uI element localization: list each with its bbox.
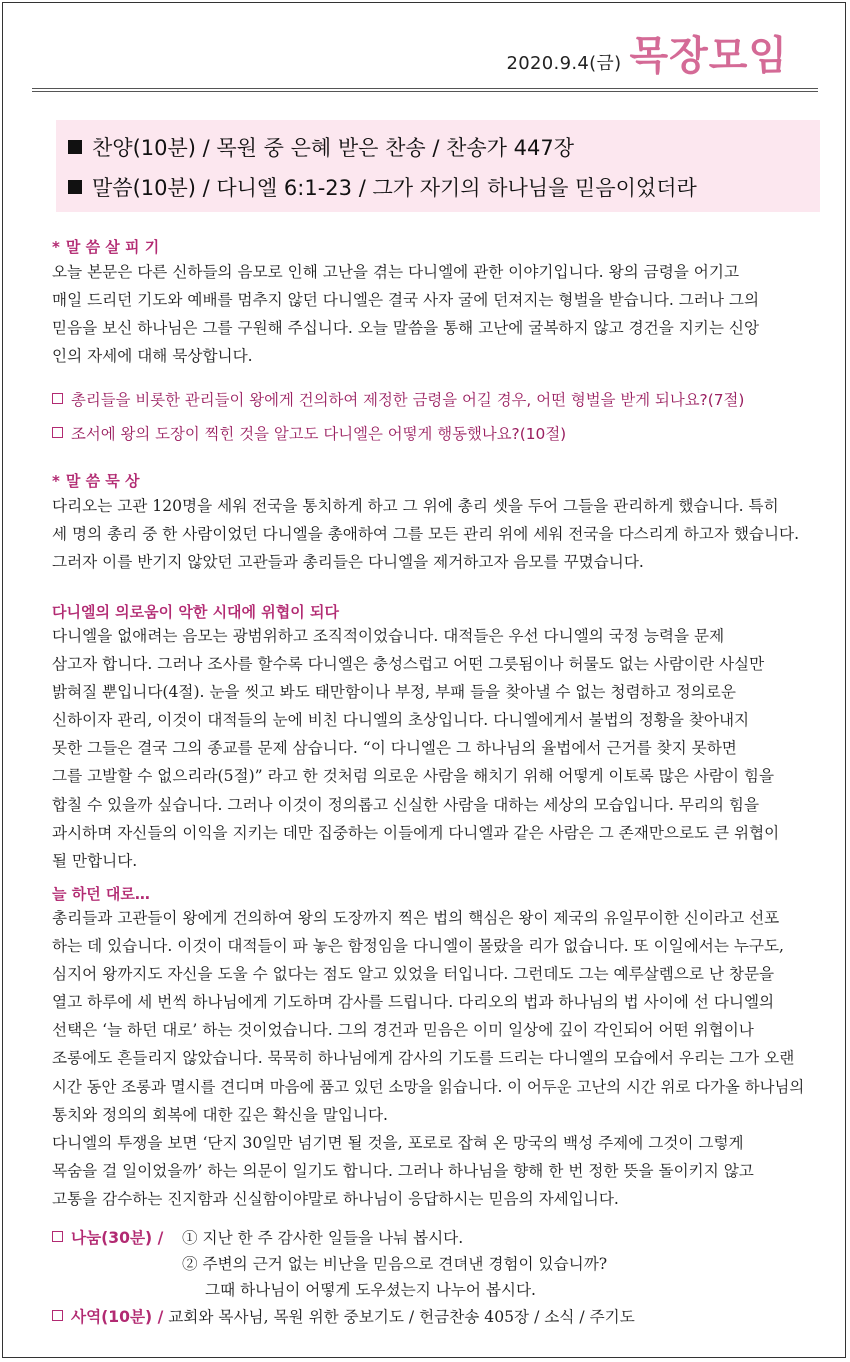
paragraph-line: 고통을 감수하는 진지함과 신실함이야말로 하나님이 응답하시는 믿음의 자세입니다. — [52, 1189, 619, 1208]
paragraph-line: 다니엘을 없애려는 음모는 광범위하고 조직적이었습니다. 대적들은 우선 다니엘의 국정 능력을 문제 — [52, 627, 725, 645]
paragraph-line: 다리오는 고관 120명을 세워 전국을 통치하게 하고 그 위에 총리 셋을 두어 그들을 관리하게 했습니다. 특히 — [52, 497, 779, 515]
checkbox-square-icon — [52, 1231, 63, 1242]
ministry-text: 교회와 목사님, 목원 위한 중보기도 / 헌금찬송 405장 / 소식 / 주기도 — [163, 1308, 635, 1326]
sharing-item-2: ② 주변의 근거 없는 비난을 믿음으로 견뎌낸 경험이 있습니까? — [182, 1255, 608, 1273]
question-item — [52, 388, 744, 410]
order-word — [68, 172, 697, 202]
order-praise — [68, 132, 574, 162]
as-always-paragraph — [52, 904, 812, 1213]
paragraph-line: 신하이자 관리, 이것이 대적들의 눈에 비친 다니엘의 초상입니다. 다니엘에게서 불법의 정황을 찾아내지 — [52, 711, 750, 730]
paragraph-line: 그러자 이를 반기지 않았던 고관들과 총리들은 다니엘을 제거하고자 음모를 꾸몄습니다. — [52, 553, 644, 572]
paragraph-line: 그를 고발할 수 없으리라(5절)” 라고 한 것처럼 의로운 사람을 해치기 위해 어떻게 이토록 많은 사람이 힘을 — [52, 767, 775, 786]
paragraph-line: 다니엘의 투쟁을 보면 ‘단지 30일만 넘기면 될 것을, 포로로 잡혀 온 망국의 백성 주제에 그것이 그렇게 — [52, 1133, 744, 1152]
paragraph-line: 심지어 왕까지도 자신을 도울 수 없다는 점도 알고 있었을 터입니다. 그런데도 그는 예루살렘으로 난 창문을 — [52, 965, 775, 984]
paragraph-line: 못한 그들은 결국 그의 종교를 문제 삼습니다. “이 다니엘은 그 하나님의 율법에서 근거를 찾지 못하면 — [52, 739, 737, 758]
overview-paragraph — [52, 258, 812, 370]
section-heading-meditation — [52, 470, 140, 491]
paragraph-line: 목숨을 걸 일이었을까’ 하는 의문이 일기도 합니다. 그러나 하나님을 향해 한 번 정한 뜻을 돌이키지 않고 — [52, 1161, 754, 1180]
section-heading-as-always: 늘 하던 대로… — [52, 885, 150, 903]
checkbox-square-icon — [52, 1310, 63, 1321]
section-heading-meditation-text: 말 씀 묵 상 — [65, 472, 140, 490]
square-bullet-icon — [68, 140, 82, 154]
paragraph-line: 삼고자 합니다. 그러나 조사를 할수록 다니엘은 충성스럽고 어떤 그릇됨이나 허물도 없는 사람이란 사실만 — [52, 655, 765, 674]
meeting-date: 2020.9.4(금) — [506, 53, 622, 74]
question-text: 조서에 왕의 도장이 찍힌 것을 알고도 다니엘은 어떻게 행동했나요?(10절) — [71, 425, 567, 443]
ministry-row — [52, 1305, 635, 1327]
paragraph-line: 합칠 수 있을까 싶습니다. 그러나 이것이 정의롭고 신실한 사람을 대하는 세상의 모습입니다. 무리의 힘을 — [52, 795, 760, 814]
section-heading-righteousness: 다니엘의 의로움이 악한 시대에 위협이 되다 — [52, 603, 339, 621]
paragraph-line: 될 만합니다. — [52, 851, 138, 870]
asterisk-icon: * — [52, 472, 60, 490]
paragraph-line: 밝혀질 뿐입니다(4절). 눈을 씻고 봐도 태만함이나 부정, 부패 들을 찾아낼 수 없는 청렴하고 정의로운 — [52, 683, 736, 702]
question-text: 총리들을 비롯한 관리들이 왕에게 건의하여 제정한 금령을 어길 경우, 어떤 형벌을 받게 되나요?(7절) — [71, 391, 745, 409]
paragraph-line: 인의 자세에 대해 묵상합니다. — [52, 347, 253, 366]
paragraph-line: 통치와 정의의 회복에 대한 깊은 확신을 말입니다. — [52, 1105, 388, 1124]
paragraph-line: 매일 드리던 기도와 예배를 멈추지 않던 다니엘은 결국 사자 굴에 던져지는 형벌을 받습니다. 그러나 그의 — [52, 291, 760, 310]
header-divider — [32, 88, 818, 89]
paragraph-line: 열고 하루에 세 번씩 하나님에게 기도하며 감사를 드립니다. 다리오의 법과 하나님의 법 사이에 선 다니엘의 — [52, 993, 775, 1012]
question-item — [52, 422, 566, 444]
checkbox-square-icon — [52, 393, 63, 404]
meditation-paragraph — [52, 492, 812, 576]
order-praise-text: 찬양(10분) / 목원 중 은혜 받은 찬송 / 찬송가 447장 — [92, 136, 574, 160]
square-bullet-icon — [68, 180, 82, 194]
sharing-row — [52, 1226, 163, 1248]
sharing-item-2-cont: 그때 하나님이 어떻게 도우셨는지 나누어 봅시다. — [205, 1281, 537, 1299]
paragraph-line: 총리들과 고관들이 왕에게 건의하여 왕의 도장까지 찍은 법의 핵심은 왕이 제국의 유일무이한 신이라고 선포 — [52, 909, 780, 927]
asterisk-icon: * — [52, 238, 60, 256]
section-heading-overview-text: 말 씀 살 피 기 — [65, 238, 160, 256]
header-divider-2 — [32, 91, 818, 92]
section-heading-overview — [52, 236, 159, 257]
paragraph-line: 오늘 본문은 다른 신하들의 음모로 인해 고난을 겪는 다니엘에 관한 이야기입니다. 왕의 금령을 어기고 — [52, 263, 740, 281]
righteousness-paragraph — [52, 622, 812, 875]
order-word-text: 말씀(10분) / 다니엘 6:1-23 / 그가 자기의 하나님을 믿음이었더라 — [92, 176, 697, 200]
paragraph-line: 세 명의 총리 중 한 사람이었던 다니엘을 총애하여 그를 모든 관리 위에 세워 전국을 다스리게 하고자 했습니다. — [52, 525, 800, 544]
sharing-item-1: ① 지난 한 주 감사한 일들을 나눠 봅시다. — [182, 1229, 464, 1247]
paragraph-line: 조롱에도 흔들리지 않았습니다. 묵묵히 하나님에게 감사의 기도를 드리는 다니엘의 모습에서 우리는 그가 오랜 — [52, 1049, 795, 1068]
paragraph-line: 과시하며 자신들의 이익을 지키는 데만 집중하는 이들에게 다니엘과 같은 사람은 그 존재만으로도 큰 위협이 — [52, 823, 780, 842]
page-header — [507, 24, 788, 81]
checkbox-square-icon — [52, 427, 63, 438]
paragraph-line: 하는 데 있습니다. 이것이 대적들이 파 놓은 함정임을 다니엘이 몰랐을 리가 없습니다. 또 이일에서는 누구도, — [52, 937, 784, 956]
ministry-label: 사역(10분) / — [71, 1308, 164, 1326]
page-title: 목장모임 — [629, 33, 788, 79]
sharing-label: 나눔(30분) / — [71, 1229, 164, 1247]
paragraph-line: 시간 동안 조롱과 멸시를 견디며 마음에 품고 있던 소망을 읽습니다. 이 어두운 고난의 시간 위로 다가올 하나님의 — [52, 1077, 805, 1096]
paragraph-line: 믿음을 보신 하나님은 그를 구원해 주십니다. 오늘 말씀을 통해 고난에 굴복하지 않고 경건을 지키는 신앙 — [52, 319, 760, 338]
paragraph-line: 선택은 ‘늘 하던 대로’ 하는 것이었습니다. 그의 경건과 믿음은 이미 일상에 깊이 각인되어 어떤 위협이나 — [52, 1021, 754, 1040]
